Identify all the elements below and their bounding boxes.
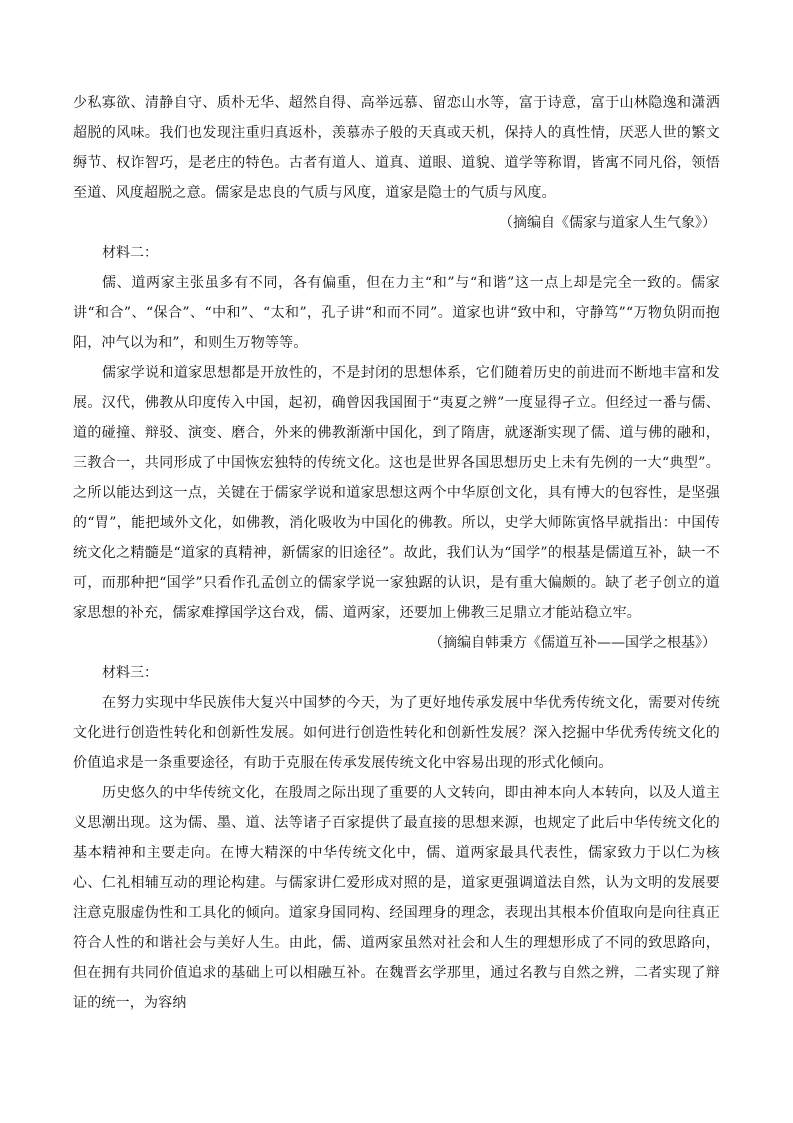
material-two-paragraph-2: 儒家学说和道家思想都是开放性的，不是封闭的思想体系，它们随着历史的前进而不断地丰富和发展。汉代，佛教从印度传入中国，起初，确曾因我国囿于“夷夏之辨”一度显得孑立。但经过一番与儒、道的碰撞、辩驳、演变、磨合，外来的佛教渐渐中国化，到了隋唐，就逐渐实现了儒、道与佛的融和，三教合一，共同形成了中国恢宏独特的传统文化。这也是世界各国思想历史上未有先例的一大“典型”。之所以能达到这一点，关键在于儒家学说和道家思想这两个中华原创文化，具有博大的包容性，是坚强的“胃”，能把域外文化，如佛教，消化吸收为中国化的佛教。所以，史学大师陈寅恪早就指出：中国传统文化之精髓是“道家的真精神，新儒家的旧途径”。故此，我们认为“国学”的根基是儒道互补，缺一不可，而那种把“国学”只看作孔孟创立的儒家学说一家独踞的认识，是有重大偏颇的。缺了老子创立的道家思想的补充，儒家难撑国学这台戏，儒、道两家，还要加上佛教三足鼎立才能站稳立牢。	[73, 365, 720, 621]
document-page	[73, 88, 720, 1018]
source-citation-1: （摘编自《儒家与道家人生气象》）	[499, 215, 716, 231]
material-two-paragraph-1: 儒、道两家主张虽多有不同，各有偏重，但在力主“和”与“和谐”这一点上却是完全一致的。儒家讲“和合”、“保合”、“中和”、“太和”，孔子讲“和而不同”。道家也讲“致中和，守静笃”“万物负阴而抱阳，冲气以为和”，和则生万物等等。	[73, 275, 720, 351]
material-three-heading: 材料三：	[102, 665, 158, 681]
source-citation-2: （摘编自韩秉方《儒道互补——国学之根基》）	[429, 635, 716, 651]
material-three-paragraph-2: 历史悠久的中华传统文化，在殷周之际出现了重要的人文转向，即由神本向人本转向，以及人道主义思潮出现。这为儒、墨、道、法等诸子百家提供了最直接的思想来源，也规定了此后中华传统文化的基本精神和主要走向。在博大精深的中华传统文化中，儒、道两家最具代表性，儒家致力于以仁为核心、仁礼相辅互动的理论构建。与儒家讲仁爱形成对照的是，道家更强调道法自然，认为文明的发展要注意克服虚伪性和工具化的倾向。道家身国同构、经国理身的理念，表现出其根本价值取向是向往真正符合人性的和谐社会与美好人生。由此，儒、道两家虽然对社会和人生的理想形成了不同的致思路向，但在拥有共同价值追求的基础上可以相融互补。在魏晋玄学那里，通过名教与自然之辨，二者实现了辩证的统一，为容纳	[73, 785, 720, 1011]
material-three-paragraph-1: 在努力实现中华民族伟大复兴中国梦的今天，为了更好地传承发展中华优秀传统文化，需要对传统文化进行创造性转化和创新性发展。如何进行创造性转化和创新性发展？深入挖掘中华优秀传统文化的价值追求是一条重要途径，有助于克服在传承发展传统文化中容易出现的形式化倾向。	[73, 695, 720, 771]
paragraph-continuation: 少私寡欲、清静自守、质朴无华、超然自得、高举远慕、留恋山水等，富于诗意，富于山林隐逸和潇洒超脱的风味。我们也发现注重归真返朴，羡慕赤子般的天真或天机，保持人的真性情，厌恶人世的繁文缛节、权诈智巧，是老庄的特色。古者有道人、道真、道眼、道貌、道学等称谓，皆寓不同凡俗，领悟至道、风度超脱之意。儒家是忠良的气质与风度，道家是隐士的气质与风度。	[73, 95, 720, 201]
material-two-heading: 材料二：	[102, 245, 158, 261]
